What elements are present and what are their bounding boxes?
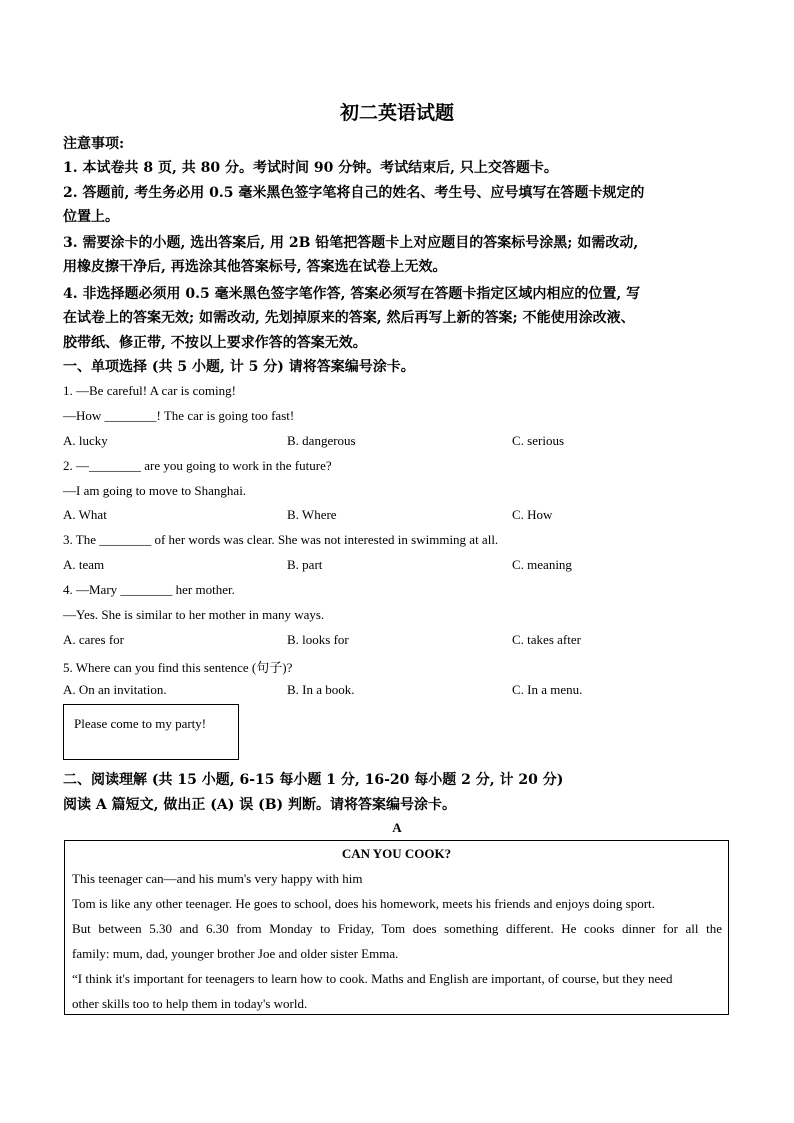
- passage-line: Tom is like any other teenager. He goes to school, does his homework, meets his friends and enjoys doing sport.: [72, 896, 655, 911]
- notice-line: 2. 答题前, 考生务必用 0.5 毫米黑色签字笔将自己的姓名、考生号、应号填写在答题卡规定的: [63, 185, 645, 201]
- question-line: 5. Where can you find this sentence (句子)?: [63, 660, 293, 675]
- question-line: —I am going to move to Shanghai.: [63, 483, 247, 498]
- notice-heading: 注意事项:: [63, 136, 125, 152]
- option-b: B. In a book.: [287, 682, 355, 697]
- passage-line: family: mum, dad, younger brother Joe and older sister Emma.: [72, 946, 399, 961]
- option-b: B. part: [287, 557, 323, 572]
- option-a: A. On an invitation.: [63, 682, 167, 697]
- question-line: 2. —________ are you going to work in the future?: [63, 458, 332, 473]
- invitation-text: Please come to my party!: [74, 716, 207, 731]
- option-a: A. cares for: [63, 632, 124, 647]
- page-title: 初二英语试题: [339, 102, 454, 124]
- option-c: C. takes after: [512, 632, 581, 647]
- question-line: —Yes. She is similar to her mother in many ways.: [63, 607, 325, 622]
- question-line: 3. The ________ of her words was clear. She was not interested in swimming at all.: [63, 532, 499, 547]
- option-a: A. What: [63, 507, 107, 522]
- passage-line: But between 5.30 and 6.30 from Monday to Friday, Tom does something different. He cooks dinner for all the: [72, 921, 722, 936]
- option-b: B. looks for: [287, 632, 349, 647]
- notice-line: 用橡皮擦干净后, 再选涂其他答案标号, 答案选在试卷上无效。: [63, 259, 447, 275]
- passage-title: CAN YOU COOK?: [341, 846, 452, 861]
- part-label: A: [392, 820, 402, 835]
- section1-heading: 一、单项选择 (共 5 小题, 计 5 分) 请将答案编号涂卡。: [63, 359, 415, 375]
- option-c: C. In a menu.: [512, 682, 583, 697]
- option-b: B. dangerous: [287, 433, 356, 448]
- invitation-box: [63, 704, 239, 760]
- notice-line: 1. 本试卷共 8 页, 共 80 分。考试时间 90 分钟。考试结束后, 只上交答题卡。: [63, 160, 558, 176]
- notice-line: 4. 非选择题必须用 0.5 毫米黑色签字笔作答, 答案必须写在答题卡指定区域内相应的位置, 写: [63, 286, 641, 302]
- passage-line: other skills too to help them in today's world.: [72, 996, 308, 1011]
- notice-line: 在试卷上的答案无效; 如需改动, 先划掉原来的答案, 然后再写上新的答案; 不能使用涂改液、: [63, 310, 635, 326]
- option-c: C. How: [512, 507, 553, 522]
- option-c: C. meaning: [512, 557, 572, 572]
- option-a: A. lucky: [63, 433, 108, 448]
- question-line: 4. —Mary ________ her mother.: [63, 582, 235, 597]
- section2-instruction: 阅读 A 篇短文, 做出正 (A) 误 (B) 判断。请将答案编号涂卡。: [63, 797, 457, 813]
- option-c: C. serious: [512, 433, 564, 448]
- notice-line: 胶带纸、修正带, 不按以上要求作答的答案无效。: [63, 335, 367, 351]
- notice-line: 位置上。: [63, 209, 119, 225]
- notice-line: 3. 需要涂卡的小题, 选出答案后, 用 2B 铅笔把答题卡上对应题目的答案标号涂黑; 如需改动,: [63, 235, 639, 251]
- option-a: A. team: [63, 557, 105, 572]
- question-line: —How ________! The car is going too fast!: [63, 408, 295, 423]
- passage-line: This teenager can—and his mum's very happy with him: [72, 871, 363, 886]
- section2-heading: 二、阅读理解 (共 15 小题, 6-15 每小题 1 分, 16-20 每小题 2 分, 计 20 分): [63, 772, 564, 788]
- question-line: 1. —Be careful! A car is coming!: [63, 383, 236, 398]
- passage-line: “I think it's important for teenagers to learn how to cook. Maths and English are important, of course, but they need: [72, 971, 673, 986]
- option-b: B. Where: [287, 507, 337, 522]
